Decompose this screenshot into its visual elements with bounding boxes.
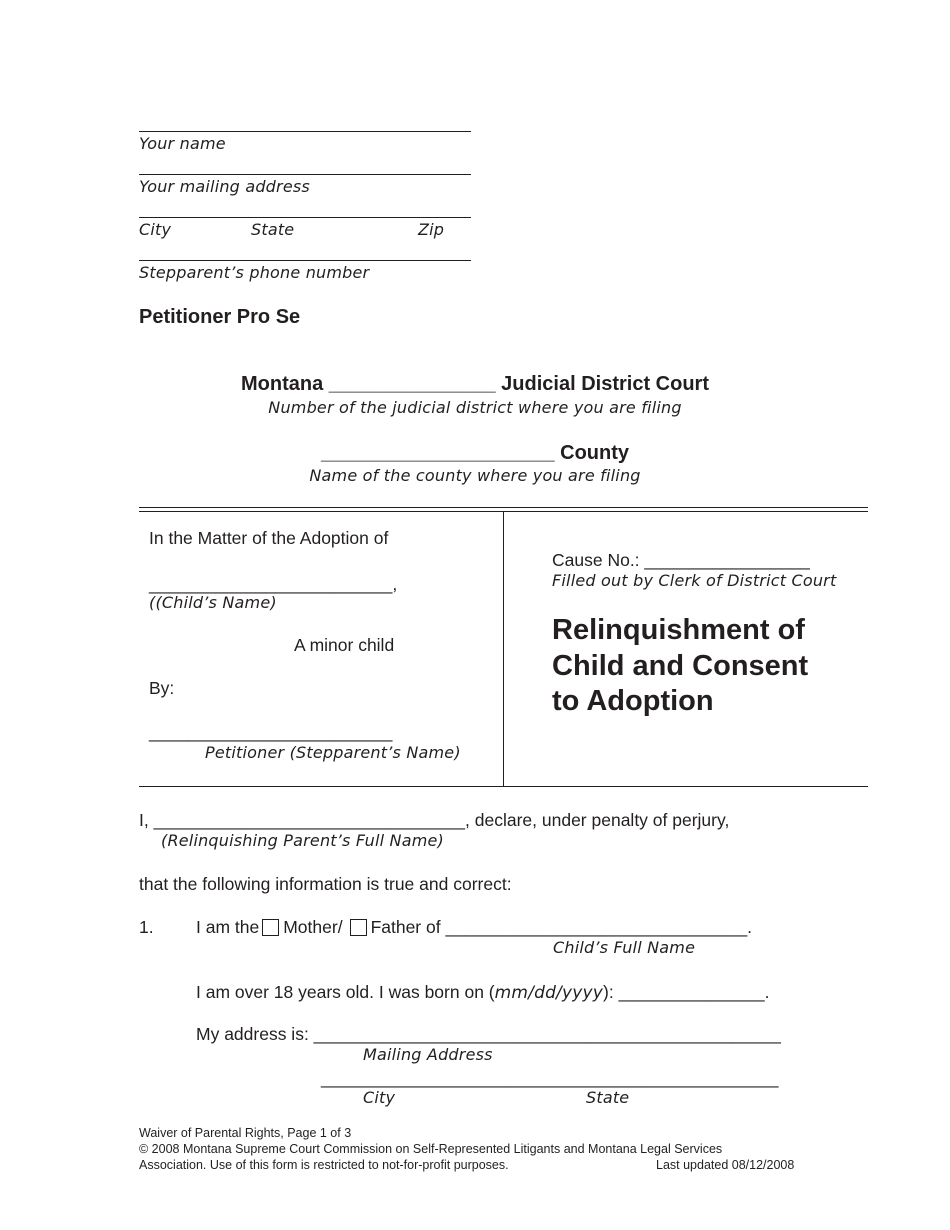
city-hint: City: [363, 1088, 396, 1107]
mailing-label: Your mailing address: [139, 177, 310, 196]
father-label: Father of _______________________________.: [370, 917, 753, 937]
caption-bottom-line: [139, 786, 868, 787]
address-line: My address is: ________________________________________________: [196, 1024, 781, 1044]
name-line: [139, 131, 471, 132]
zip-label: Zip: [418, 220, 445, 239]
form-title-line3: to Adoption: [552, 685, 714, 717]
caption-divider: [503, 512, 504, 786]
petitioner-blank: _________________________: [149, 722, 393, 742]
phone-label: Stepparent’s phone number: [139, 263, 370, 282]
item-1-number: 1.: [139, 917, 154, 937]
age-pre: I am over 18 years old. I was born on (: [196, 982, 495, 1002]
state-hint: State: [586, 1088, 630, 1107]
mother-label: Mother/: [283, 917, 343, 937]
caption-top-line-1: [139, 507, 868, 508]
declare-line: I, ________________________________, declare, under penalty of perjury,: [139, 810, 730, 830]
court-name: Montana _______________ Judicial District Court: [241, 373, 709, 395]
cause-number: Cause No.: _________________: [552, 550, 810, 570]
child-name-blank: _________________________,: [149, 574, 398, 594]
district-hint: Number of the judicial district where you are filing: [268, 398, 682, 417]
state-label: State: [251, 220, 295, 239]
footer-updated: Last updated 08/12/2008: [656, 1158, 795, 1172]
mailing-line: [139, 174, 471, 175]
petitioner-pro-se: Petitioner Pro Se: [139, 306, 301, 328]
form-title-line2: Child and Consent: [552, 650, 809, 682]
child-name-hint: ((Child’s Name): [149, 593, 277, 612]
by-label: By:: [149, 678, 175, 698]
age-line: [196, 982, 769, 1003]
item-1-line: [196, 917, 752, 938]
petitioner-hint: Petitioner (Stepparent’s Name): [205, 743, 461, 762]
mother-checkbox[interactable]: [262, 919, 279, 936]
matter-text: In the Matter of the Adoption of: [149, 528, 389, 548]
child-full-name-hint: Child’s Full Name: [553, 938, 696, 957]
name-label: Your name: [139, 134, 226, 153]
true-correct: that the following information is true and correct:: [139, 874, 512, 894]
age-post: ): _______________.: [603, 982, 770, 1002]
county-name: _____________________ County: [320, 442, 630, 464]
father-checkbox[interactable]: [350, 919, 367, 936]
minor-child: A minor child: [294, 635, 395, 655]
county-hint: Name of the county where you are filing: [309, 466, 641, 485]
city-label: City: [139, 220, 172, 239]
phone-line: [139, 260, 471, 261]
footer-page: Waiver of Parental Rights, Page 1 of 3: [139, 1126, 352, 1140]
item-1-pre: I am the: [196, 917, 260, 937]
child-name-hint-text: (Child’s Name): [155, 593, 277, 612]
form-title-line1: Relinquishment of: [552, 614, 805, 646]
parent-name-hint: (Relinquishing Parent’s Full Name): [161, 831, 444, 850]
cause-hint: Filled out by Clerk of District Court: [552, 571, 837, 590]
mailing-address-hint: Mailing Address: [363, 1045, 493, 1064]
age-format: mm/dd/yyyy: [494, 983, 604, 1003]
city-state-blank: _______________________________________________: [321, 1068, 779, 1088]
city-state-zip-line: [139, 217, 471, 218]
footer-copyright: © 2008 Montana Supreme Court Commission on Self-Represented Litigants and Montana Legal Services: [139, 1142, 723, 1156]
footer-restriction: Association. Use of this form is restricted to not-for-profit purposes.: [139, 1158, 509, 1172]
